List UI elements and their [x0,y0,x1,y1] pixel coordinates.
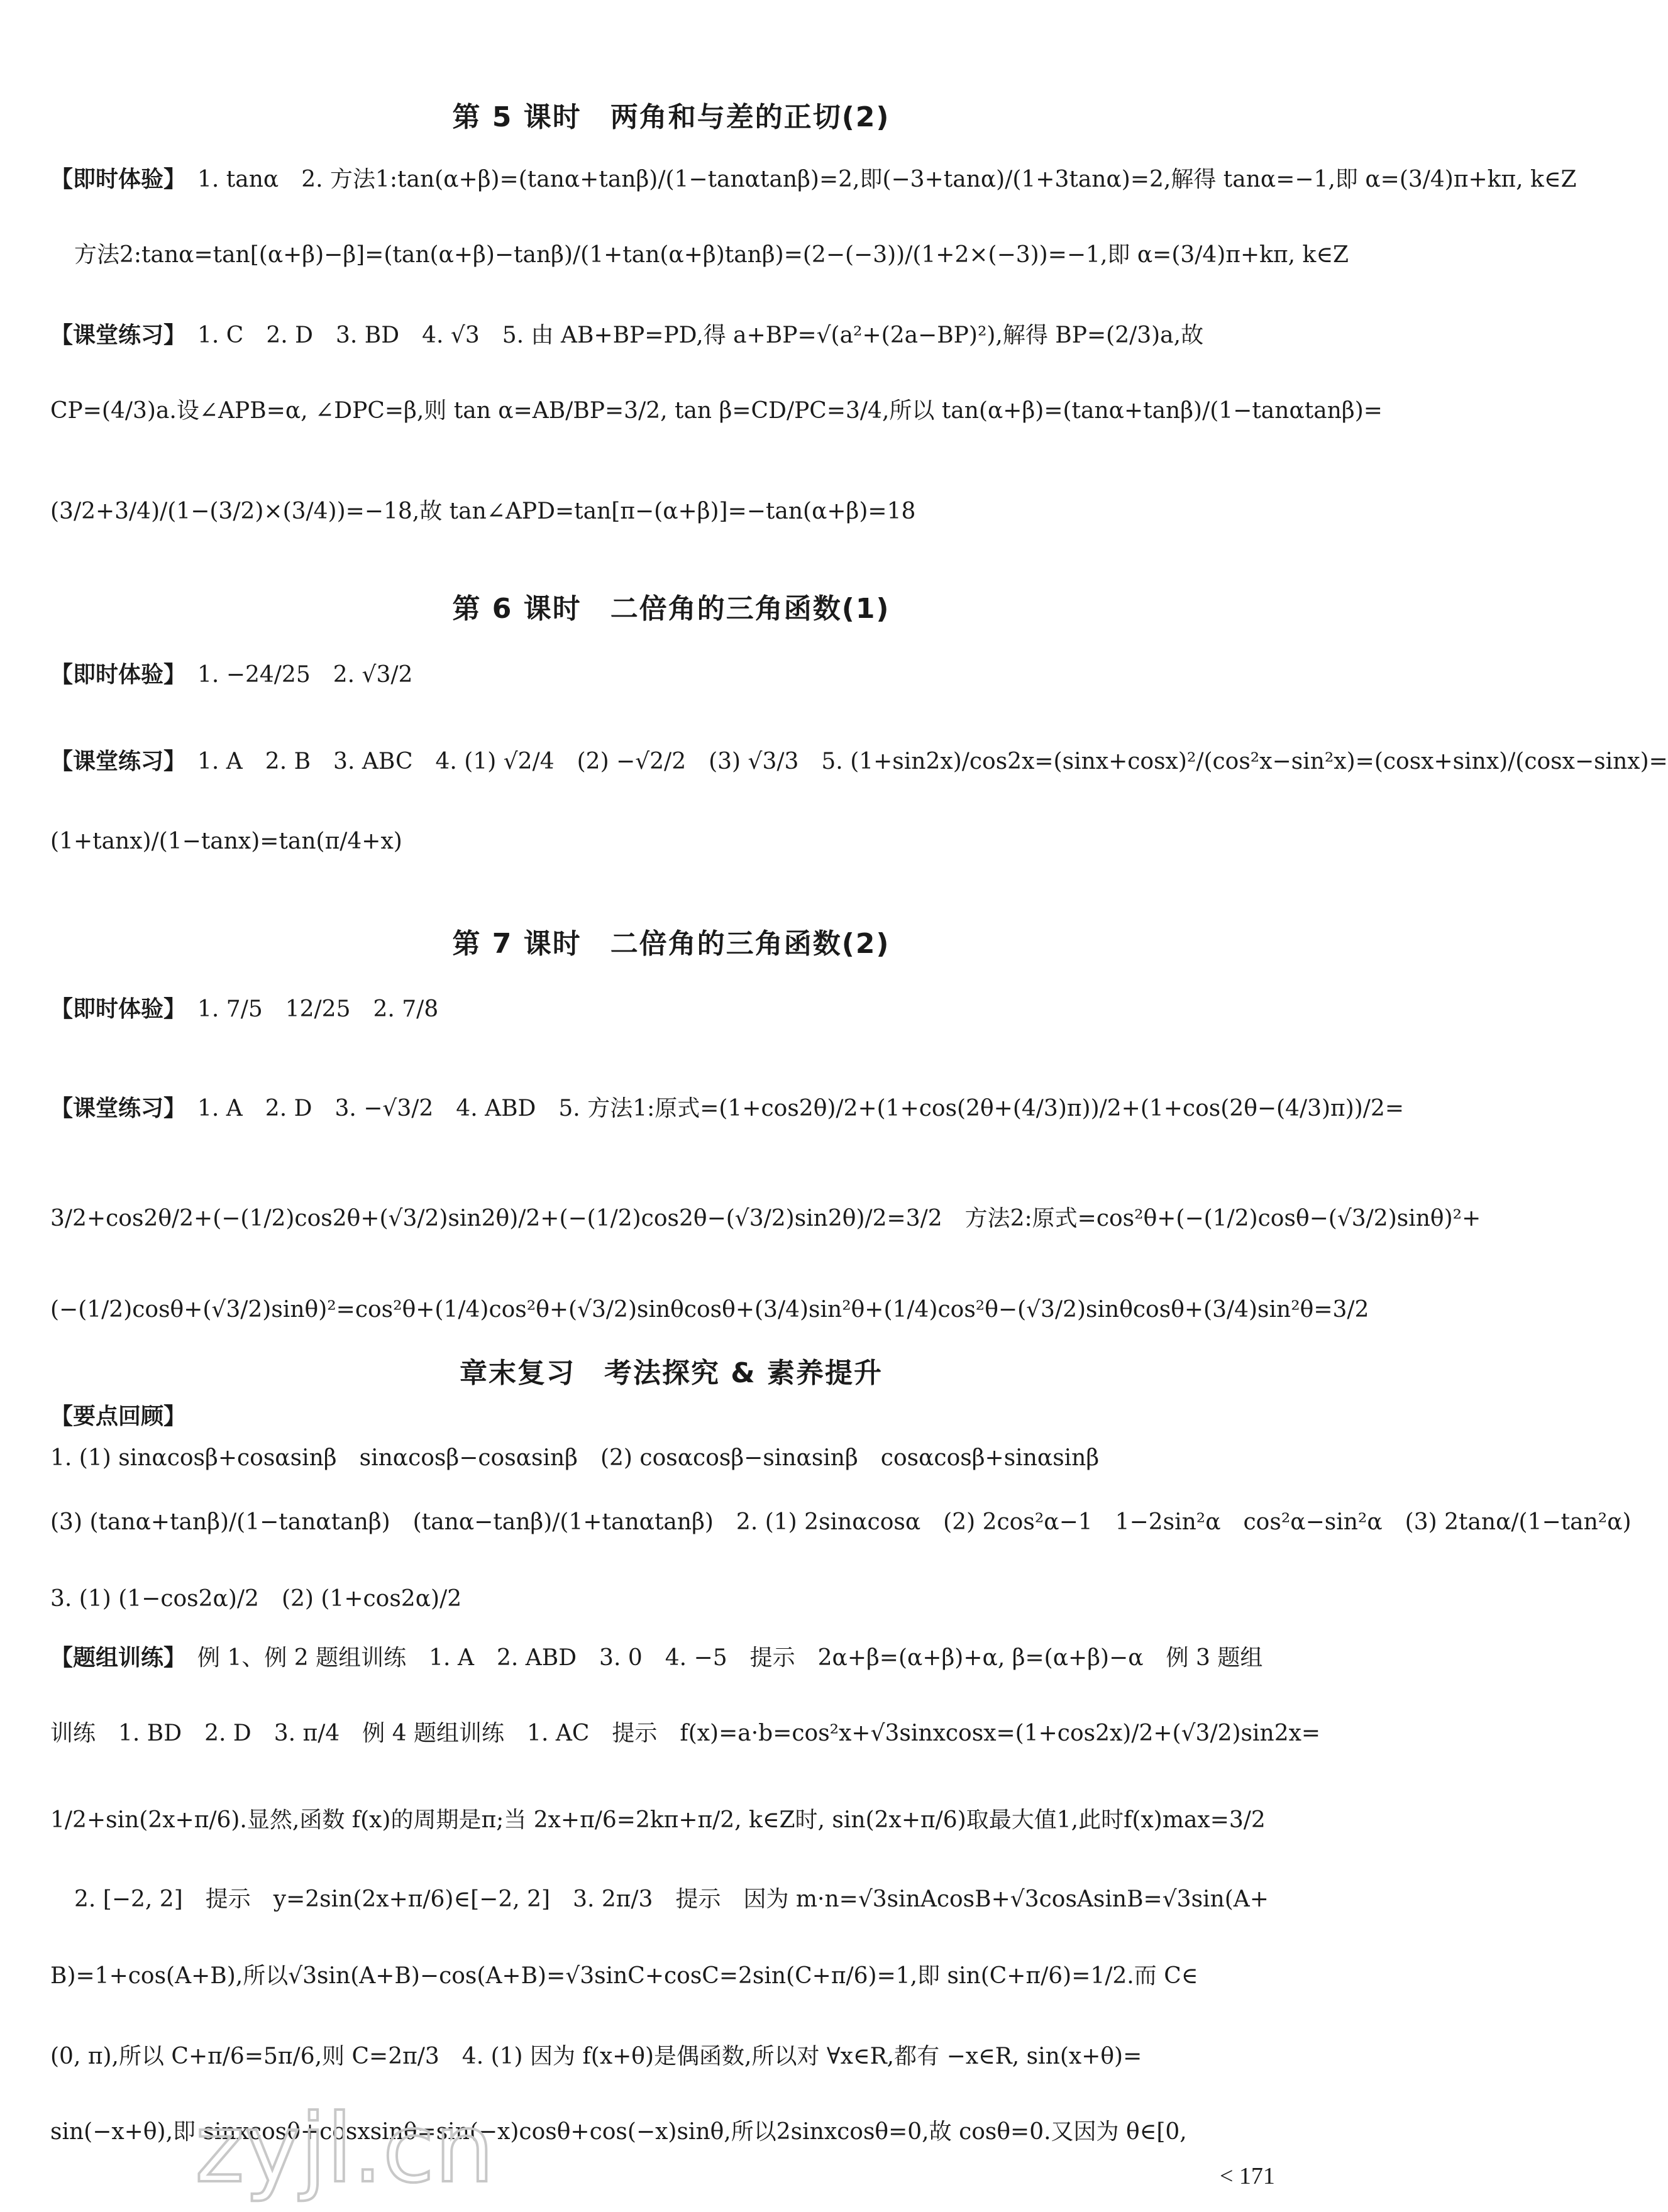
section-7-title: 第 7 课时 二倍角的三角函数(2) [452,928,890,960]
sec5-l1-text: 1. tanα 2. 方法1:tan(α+β)=(tanα+tanβ)/(1−tanαtanβ)=2,即(−3+tanα)/(1+3tanα)=2,解得 tanα=−1,即 α=(3/4)π+kπ, k∈Z [197,167,1577,192]
sec6-line-1 [50,660,1305,690]
sec6-l2-text: 1. A 2. B 3. ABC 4. (1) √2/4 (2) −√2/2 (3) √3/3 5. (1+sin2x)/cos2x=(sinx+cosx)²/(cos²x−sin²x)=(cosx+sinx)/(cosx−sinx)= [197,749,1668,774]
review-g5: B)=1+cos(A+B),所以√3sin(A+B)−cos(A+B)=√3sinC+cosC=2sin(C+π/6)=1,即 sin(C+π/6)=1/2.而 C∈ [50,1963,1198,1989]
review-k1: 1. (1) sinαcosβ+cosαsinβ sinαcosβ−cosαsinβ (2) cosαcosβ−sinαsinβ cosαcosβ+sinαsinβ [50,1445,1100,1471]
sec7-line-4: (−(1/2)cosθ+(√3/2)sinθ)²=cos²θ+(1/4)cos²θ+(√3/2)sinθcosθ+(3/4)sin²θ+(1/4)cos²θ−(√3/2)sinθcosθ+(3/4)sin²θ=3/2 [50,1297,1369,1323]
key-points-label: 【要点回顾】 [50,1404,187,1429]
key-points-label-line [50,1402,1305,1432]
watermark-logo [189,2093,679,2204]
practice-label: 【课堂练习】 [50,1096,187,1121]
sec6-line-2 [50,747,1668,777]
review-g6: (0, π),所以 C+π/6=5π/6,则 C=2π/3 4. (1) 因为 f(x+θ)是偶函数,所以对 ∀x∈R,都有 −x∈R, sin(x+θ)= [50,2044,1142,2069]
review-k3: 3. (1) (1−cos2α)/2 (2) (1+cos2α)/2 [50,1586,462,1612]
practice-label: 【课堂练习】 [50,749,187,774]
review-g1 [50,1643,1305,1673]
review-g7: sin(−x+θ),即 sinxcosθ+cosxsinθ=sin(−x)cosθ+cos(−x)sinθ,所以2sinxcosθ=0,故 cosθ=0.又因为 θ∈[0, [50,2119,1187,2145]
section-5-title: 第 5 课时 两角和与差的正切(2) [452,101,890,133]
sec5-line-4: CP=(4/3)a.设∠APB=α, ∠DPC=β,则 tan α=AB/BP=3/2, tan β=CD/PC=3/4,所以 tan(α+β)=(tanα+tanβ)/(1−tanαtanβ)= [50,398,1383,424]
review-g2: 训练 1. BD 2. D 3. π/4 例 4 题组训练 1. AC 提示 f(x)=a·b=cos²x+√3sinxcosx=(1+cos2x)/2+(√3/2)sin2x= [50,1720,1321,1746]
sec5-line-1 [50,165,1577,195]
review-g1-text: 例 1、例 2 题组训练 1. A 2. ABD 3. 0 4. −5 提示 2α+β=(α+β)+α, β=(α+β)−α 例 3 题组 [197,1645,1263,1671]
practice-label: 【课堂练习】 [50,322,187,348]
review-title: 章末复习 考法探究 & 素养提升 [459,1357,883,1389]
group-training-label: 【题组训练】 [50,1645,187,1671]
sec6-line-3: (1+tanx)/(1−tanx)=tan(π/4+x) [50,828,402,854]
sec5-l3-text: 1. C 2. D 3. BD 4. √3 5. 由 AB+BP=PD,得 a+BP=√(a²+(2a−BP)²),解得 BP=(2/3)a,故 [197,322,1204,348]
section-6-title: 第 6 课时 二倍角的三角函数(1) [452,593,890,625]
sec7-l2-text: 1. A 2. D 3. −√3/2 4. ABD 5. 方法1:原式=(1+cos2θ)/2+(1+cos(2θ+(4/3)π))/2+(1+cos(2θ−(4/3)π))/2= [197,1096,1405,1121]
review-g3: 1/2+sin(2x+π/6).显然,函数 f(x)的周期是π;当 2x+π/6=2kπ+π/2, k∈Z时, sin(2x+π/6)取最大值1,此时f(x)max=3/2 [50,1807,1266,1833]
sec7-line-3: 3/2+cos2θ/2+(−(1/2)cos2θ+(√3/2)sin2θ)/2+(−(1/2)cos2θ−(√3/2)sin2θ)/2=3/2 方法2:原式=cos²θ+(−(1/2)cosθ−(√3/2)sinθ)²+ [50,1206,1481,1231]
instant-label: 【即时体验】 [50,167,187,192]
sec7-line-1 [50,994,1305,1025]
instant-label: 【即时体验】 [50,662,187,688]
sec5-line-5: (3/2+3/4)/(1−(3/2)×(3/4))=−18,故 tan∠APD=tan[π−(α+β)]=−tan(α+β)=18 [50,498,916,524]
instant-label: 【即时体验】 [50,996,187,1022]
review-g4: 2. [−2, 2] 提示 y=2sin(2x+π/6)∈[−2, 2] 3. 2π/3 提示 因为 m·n=√3sinAcosB+√3cosAsinB=√3sin(A+ [74,1886,1269,1912]
page-number: < 171 [1220,2163,1275,2189]
sec5-line-3 [50,321,1305,351]
sec6-l1-text: 1. −24/25 2. √3/2 [197,662,413,688]
watermark-text: zyjl.cn [195,2094,495,2204]
sec7-l1-text: 1. 7/5 12/25 2. 7/8 [197,996,439,1022]
sec7-line-2 [50,1094,1405,1124]
sec5-line-2: 方法2:tanα=tan[(α+β)−β]=(tan(α+β)−tanβ)/(1+tan(α+β)tanβ)=(2−(−3))/(1+2×(−3))=−1,即 α=(3/4)π+kπ, k∈Z [74,242,1349,268]
review-k2: (3) (tanα+tanβ)/(1−tanαtanβ) (tanα−tanβ)/(1+tanαtanβ) 2. (1) 2sinαcosα (2) 2cos²α−1 1−2sin²α cos²α−sin²α (3) 2tanα/(1−tan²α) [50,1509,1632,1535]
